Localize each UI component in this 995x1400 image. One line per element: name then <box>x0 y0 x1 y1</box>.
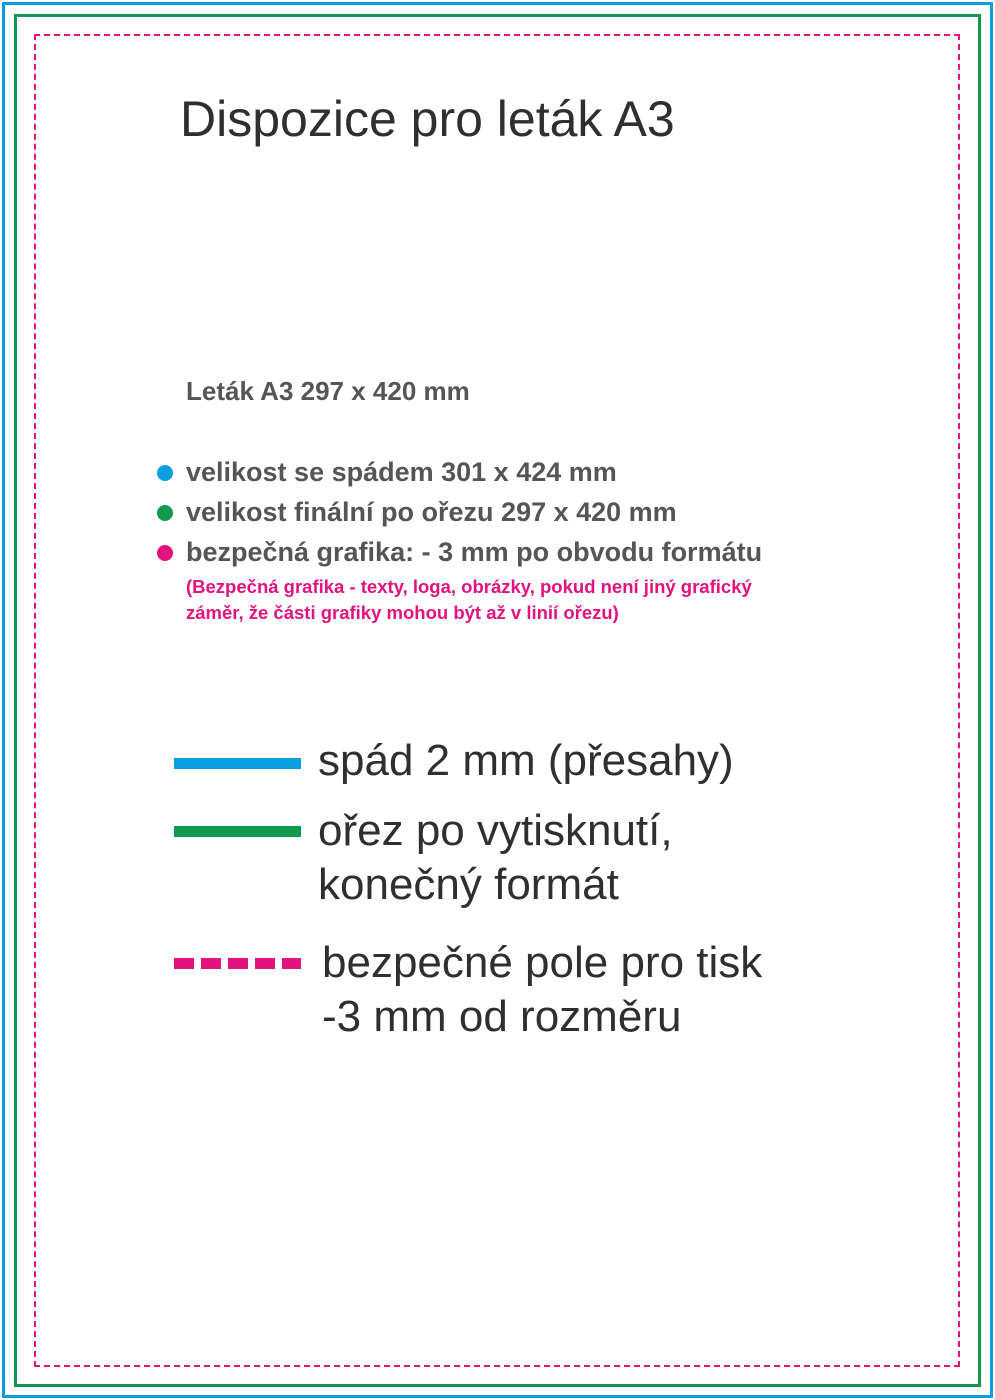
spec-note <box>186 574 752 626</box>
spec-text: bezpečná grafika: - 3 mm po obvodu formátu <box>186 537 763 567</box>
green-line-icon <box>174 826 301 837</box>
legend-text <box>318 804 673 912</box>
format-label: Leták A3 297 x 420 mm <box>186 376 470 406</box>
legend-line-2: konečný formát <box>318 860 619 909</box>
legend-text <box>322 936 762 1044</box>
spec-item-bleed <box>156 456 762 496</box>
safe-area-frame <box>34 34 960 1367</box>
legend-line-1: spád 2 mm (přesahy) <box>318 736 734 785</box>
legend-line-2: -3 mm od rozměru <box>322 992 682 1041</box>
spec-text: velikost finální po ořezu 297 x 420 mm <box>186 497 677 527</box>
spec-item-safe <box>156 536 762 576</box>
blue-line-icon <box>174 758 301 769</box>
legend-text <box>318 734 734 788</box>
spec-item-trim <box>156 496 762 536</box>
spec-text: velikost se spádem 301 x 424 mm <box>186 457 617 487</box>
legend-line-1: ořez po vytisknutí, <box>318 806 673 855</box>
green-dot-icon <box>157 505 173 521</box>
magenta-dot-icon <box>157 545 173 561</box>
spec-list <box>156 456 762 576</box>
page-title: Dispozice pro leták A3 <box>180 91 675 147</box>
spec-note-line: (Bezpečná grafika - texty, loga, obrázky, pokud není jiný grafický <box>186 576 752 597</box>
spec-note-line: záměr, že části grafiky mohou být až v linií ořezu) <box>186 602 619 623</box>
blue-dot-icon <box>157 465 173 481</box>
magenta-dashed-line-icon <box>174 958 301 969</box>
legend-line-1: bezpečné pole pro tisk <box>322 938 763 987</box>
